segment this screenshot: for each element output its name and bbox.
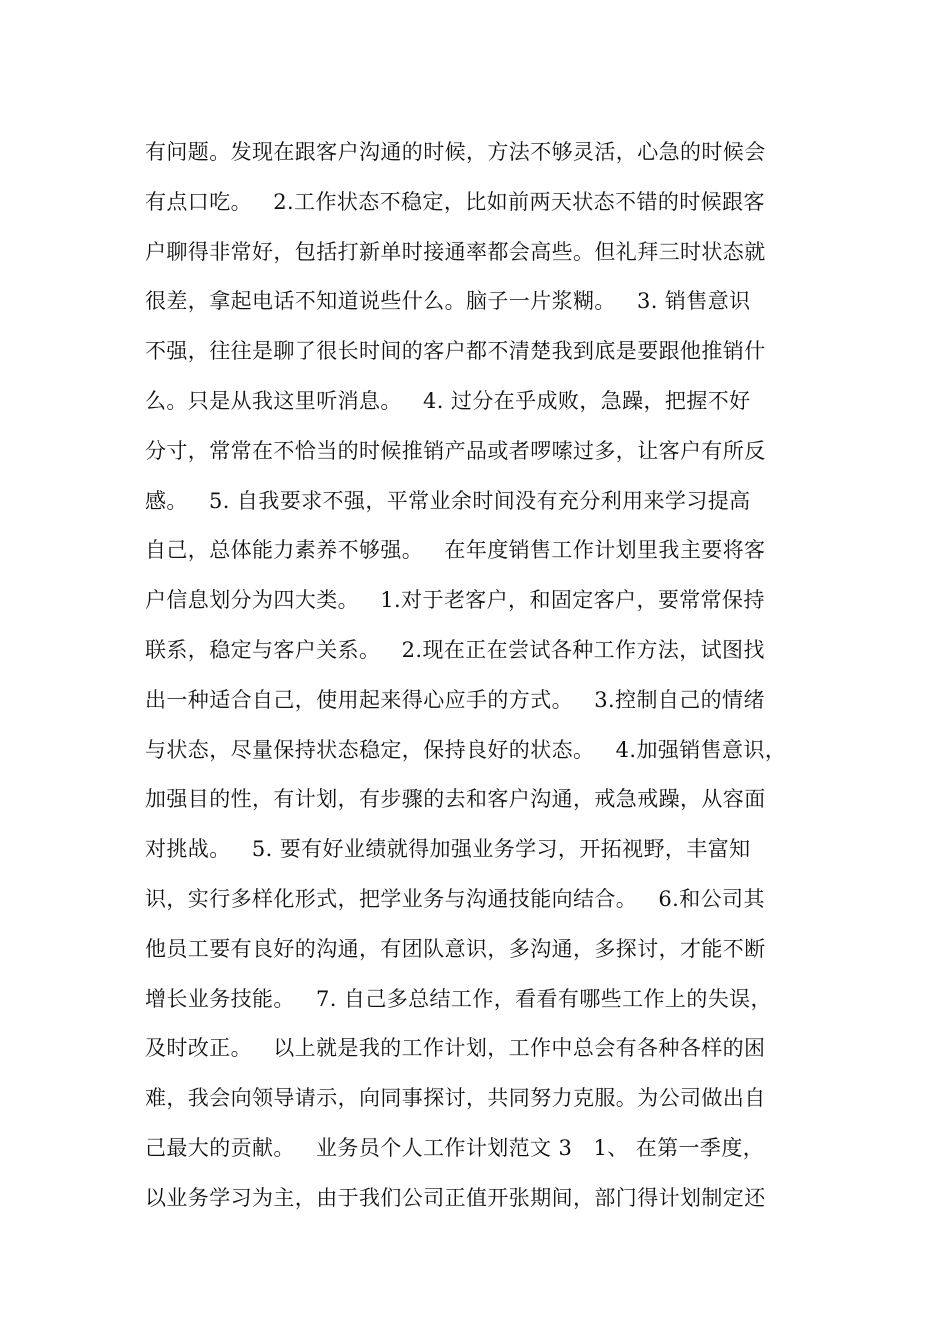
text-line: 与状态，尽量保持状态稳定，保持良好的状态。 4.加强销售意识， (145, 737, 787, 762)
text-line: 加强目的性，有计划，有步骤的去和客户沟通，戒急戒躁，从容面 (145, 787, 766, 812)
text-line: 么。只是从我这里听消息。 4. 过分在乎成败，急躁，把握不好 (145, 388, 751, 413)
text-line: 对挑战。 5. 要有好业绩就得加强业务学习，开拓视野，丰富知 (145, 837, 751, 862)
text-line: 他员工要有良好的沟通，有团队意识，多沟通，多探讨，才能不断 (145, 936, 766, 961)
text-line: 出一种适合自己，使用起来得心应手的方式。 3.控制自己的情绪 (145, 687, 765, 712)
text-line: 有问题。发现在跟客户沟通的时候，方法不够灵活，心急的时候会 (145, 140, 766, 164)
text-line: 不强，往往是聊了很长时间的客户都不清楚我到底是要跟他推销什 (145, 339, 766, 364)
text-line: 及时改正。 以上就是我的工作计划，工作中总会有各种各样的困 (145, 1036, 766, 1061)
text-line: 难，我会向领导请示，向同事探讨，共同努力克服。为公司做出自 (145, 1086, 766, 1111)
text-line: 增长业务技能。 7. 自己多总结工作，看看有哪些工作上的失误， (145, 986, 772, 1011)
text-line: 识，实行多样化形式，把学业务与沟通技能向结合。 6.和公司其 (145, 886, 765, 911)
text-line: 以业务学习为主，由于我们公司正值开张期间，部门得计划制定还 (145, 1185, 766, 1210)
text-line: 有点口吃。 2.工作状态不稳定，比如前两天状态不错的时候跟客 (145, 189, 765, 214)
text-line: 很差，拿起电话不知道说些什么。脑子一片浆糊。 3. 销售意识 (145, 289, 751, 314)
text-line: 联系，稳定与客户关系。 2.现在正在尝试各种工作方法，试图找 (145, 637, 765, 662)
text-line: 感。 5. 自我要求不强，平常业余时间没有充分利用来学习提高 (145, 488, 751, 513)
text-line: 己最大的贡献。 业务员个人工作计划范文 3 1、 在第一季度， (145, 1135, 765, 1160)
text-line: 分寸，常常在不恰当的时候推销产品或者啰嗦过多，让客户有所反 (145, 438, 766, 463)
text-line: 户聊得非常好，包括打新单时接通率都会高些。但礼拜三时状态就 (145, 239, 766, 264)
text-line: 自己，总体能力素养不够强。 在年度销售工作计划里我主要将客 (145, 538, 766, 563)
text-line: 户信息划分为四大类。 1.对于老客户，和固定客户，要常常保持 (145, 588, 765, 613)
body-text (145, 128, 815, 1224)
